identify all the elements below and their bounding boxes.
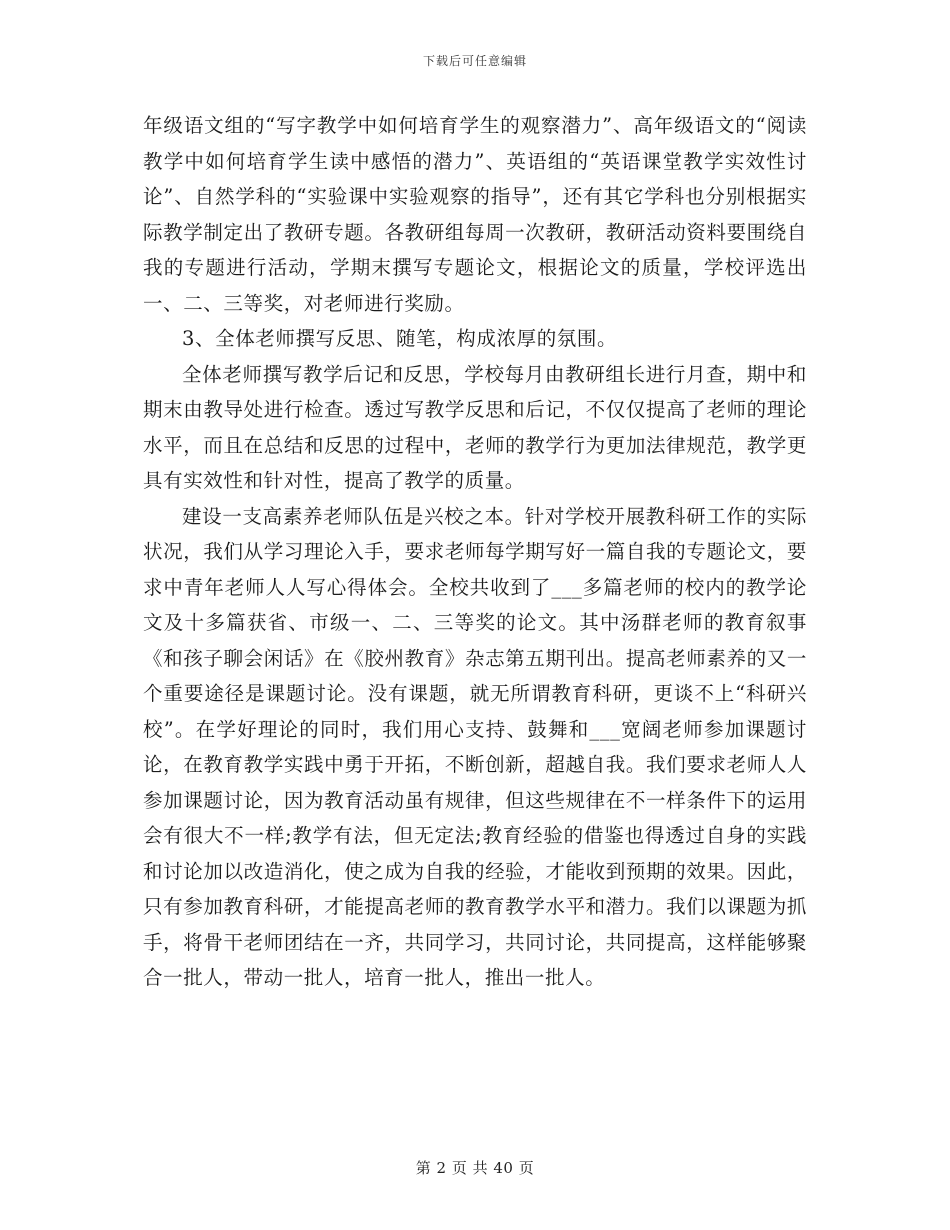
page-header-note: 下载后可任意编辑 xyxy=(422,54,527,68)
section-heading-3: 3、全体老师撰写反思、随笔，构成浓厚的氛围。 xyxy=(182,327,618,350)
document-body xyxy=(143,108,807,996)
paragraph-teacher-team: 建设一支高素养老师队伍是兴校之本。针对学校开展教科研工作的实际状况，我们从学习理论入手，要求老师每学期写好一篇自我的专题论文，要求中青年老师人人写心得体会。全校共收到了___多篇老师的校内的教学论文及十多篇获省、市级一、二、三等奖的论文。其中汤群老师的教育叙事《和孩子聊会闲话》在《胶州教育》杂志第五期刊出。提高老师素养的又一个重要途径是课题讨论。没有课题，就无所谓教育科研，更谈不上“科研兴校”。在学好理论的同时，我们用心支持、鼓舞和___宽阔老师参加课题讨论，在教育教学实践中勇于开拓，不断创新，超越自我。我们要求老师人人参加课题讨论，因为教育活动虽有规律，但这些规律在不一样条件下的运用会有很大不一样;教学有法，但无定法;教育经验的借鉴也得透过自身的实践和讨论加以改造消化，使之成为自我的经验，才能收到预期的效果。因此，只有参加教育科研，才能提高老师的教育教学水平和潜力。我们以课题为抓手，将骨干老师团结在一齐，共同学习，共同讨论，共同提高，这样能够聚合一批人，带动一批人，培育一批人，推出一批人。 xyxy=(143,504,807,989)
page-number: 第 2 页 共 40 页 xyxy=(415,1159,535,1177)
paragraph-reflection: 全体老师撰写教学后记和反思，学校每月由教研组长进行月查，期中和期末由教导处进行检查。透过写教学反思和后记，不仅仅提高了老师的理论水平，而且在总结和反思的过程中，老师的教学行为更加法律规范，教学更具有实效性和针对性，提高了教学的质量。 xyxy=(143,362,807,492)
paragraph-continued: 年级语文组的“写字教学中如何培育学生的观察潜力”、高年级语文的“阅读教学中如何培育学生读中感悟的潜力”、英语组的“英语课堂教学实效性讨论”、自然学科的“实验课中实验观察的指导”，还有其它学科也分别根据实际教学制定出了教研专题。各教研组每周一次教研，教研活动资料要围绕自我的专题进行活动，学期末撰写专题论文，根据论文的质量，学校评选出一、二、三等奖，对老师进行奖励。 xyxy=(143,114,807,315)
